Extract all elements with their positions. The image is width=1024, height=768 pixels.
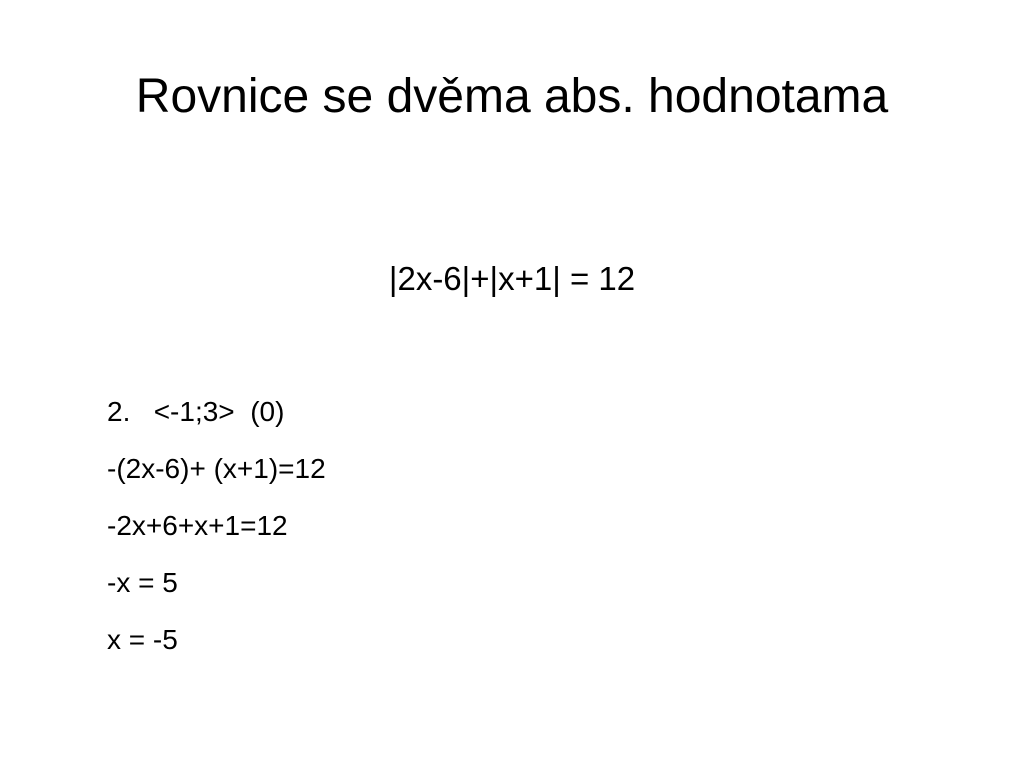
slide-title: Rovnice se dvěma abs. hodnotama: [135, 70, 889, 123]
solution-steps: [107, 383, 326, 668]
step-expanded-equation: -(2x-6)+ (x+1)=12: [107, 453, 326, 484]
step-simplified-equation: -2x+6+x+1=12: [107, 510, 288, 541]
main-equation: |2x-6|+|x+1| = 12: [388, 260, 636, 297]
step-solution: x = -5: [107, 624, 178, 655]
step-interval: 2. <-1;3> (0): [107, 396, 285, 427]
step-negative-x: -x = 5: [107, 567, 178, 598]
